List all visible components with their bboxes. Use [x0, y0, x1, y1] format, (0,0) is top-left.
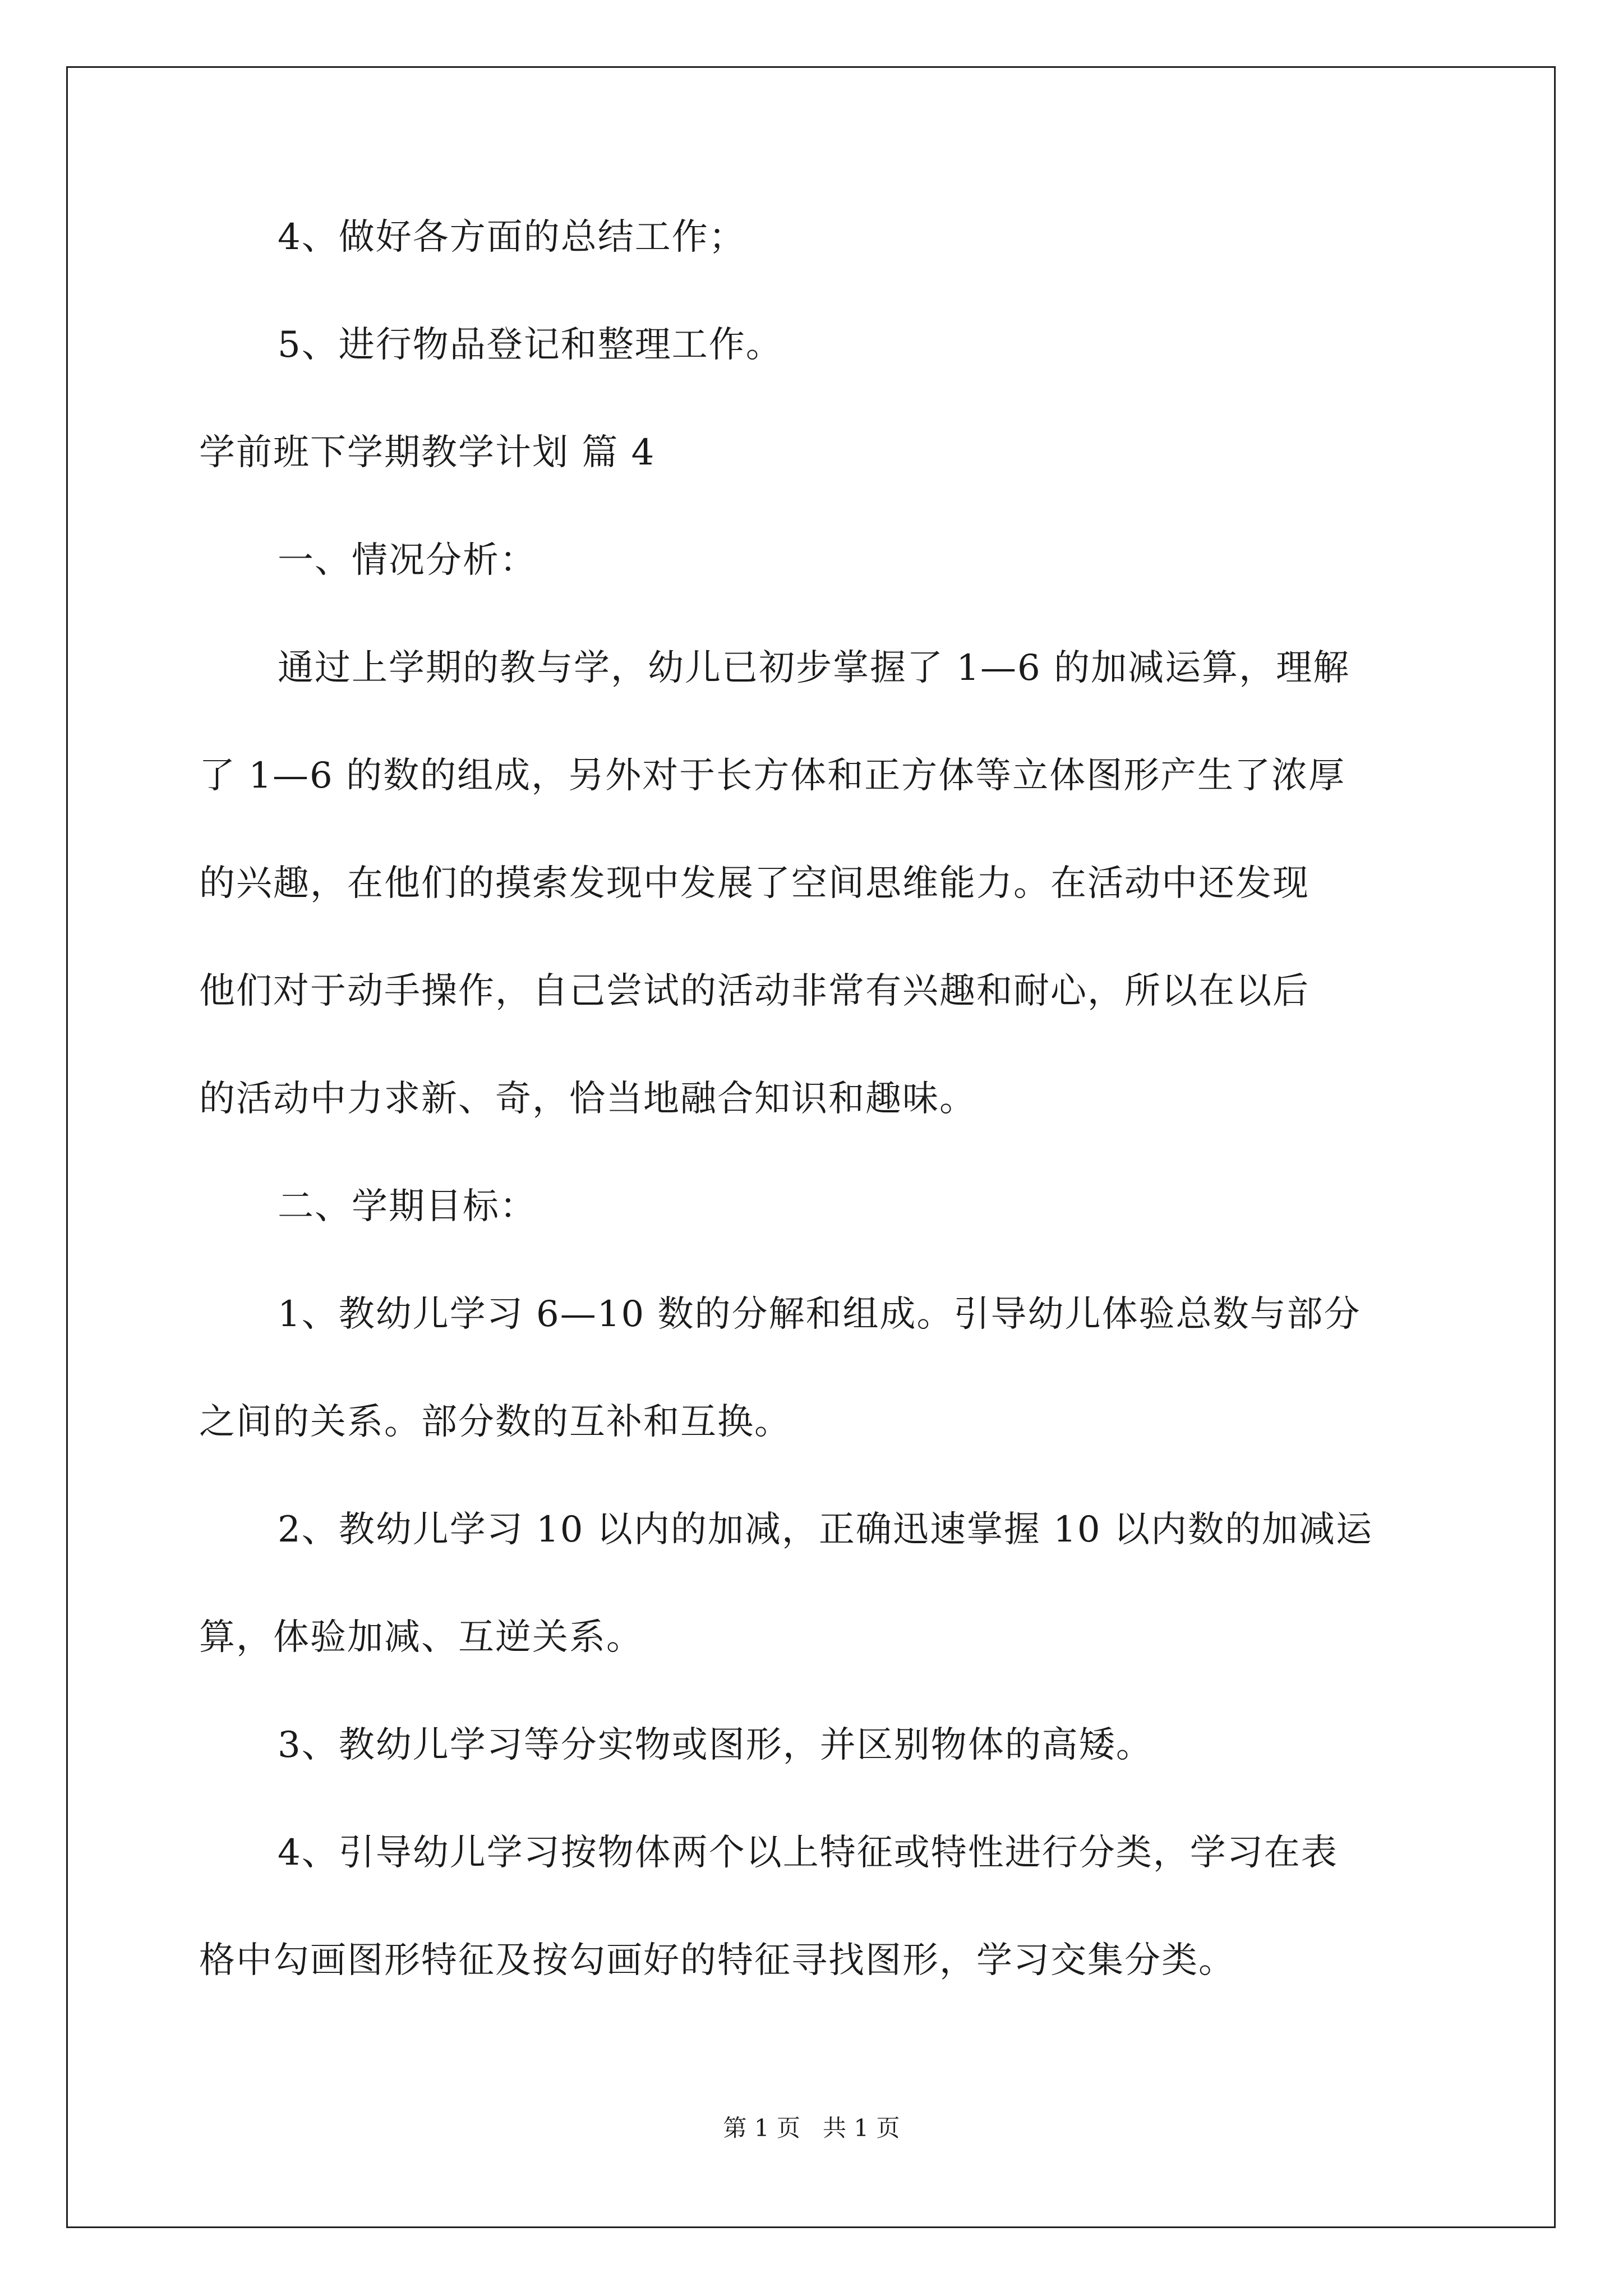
- paragraph-analysis-line: 的活动中力求新、奇，恰当地融合知识和趣味。: [199, 1078, 976, 1120]
- paragraph-inventory-work: 5、进行物品登记和整理工作。: [278, 324, 783, 366]
- paragraph-analysis-line: 了 1—6 的数的组成，另外对于长方体和正方体等立体图形产生了浓厚: [199, 755, 1346, 797]
- goal-2-line: 算，体验加减、互逆关系。: [199, 1617, 643, 1658]
- goal-2-line: 2、教幼儿学习 10 以内的加减，正确迅速掌握 10 以内数的加减运: [278, 1509, 1373, 1550]
- goal-4-line: 格中勾画图形特征及按勾画好的特征寻找图形，学习交集分类。: [199, 1940, 1235, 1981]
- paragraph-analysis-line: 通过上学期的教与学，幼儿已初步掌握了 1—6 的加减运算，理解: [278, 647, 1350, 689]
- heading-semester-goals: 二、学期目标：: [278, 1186, 537, 1227]
- heading-situation-analysis: 一、情况分析：: [278, 540, 537, 581]
- goal-1-line: 1、教幼儿学习 6—10 数的分解和组成。引导幼儿体验总数与部分: [278, 1294, 1361, 1335]
- document-body: [199, 208, 1427, 1990]
- paragraph-summary-work: 4、做好各方面的总结工作；: [278, 217, 746, 258]
- goal-1-line: 之间的关系。部分数的互补和互换。: [199, 1401, 791, 1443]
- goal-3-line: 3、教幼儿学习等分实物或图形，并区别物体的高矮。: [278, 1724, 1153, 1766]
- paragraph-analysis-line: 他们对于动手操作，自己尝试的活动非常有兴趣和耐心，所以在以后: [199, 970, 1310, 1012]
- page-footer: 第 1 页 共 1 页: [723, 2114, 900, 2142]
- paragraph-analysis-line: 的兴趣，在他们的摸索发现中发展了空间思维能力。在活动中还发现: [199, 863, 1310, 904]
- section-title: 学前班下学期教学计划 篇 4: [199, 432, 656, 473]
- goal-4-line: 4、引导幼儿学习按物体两个以上特征或特性进行分类，学习在表: [278, 1832, 1338, 1874]
